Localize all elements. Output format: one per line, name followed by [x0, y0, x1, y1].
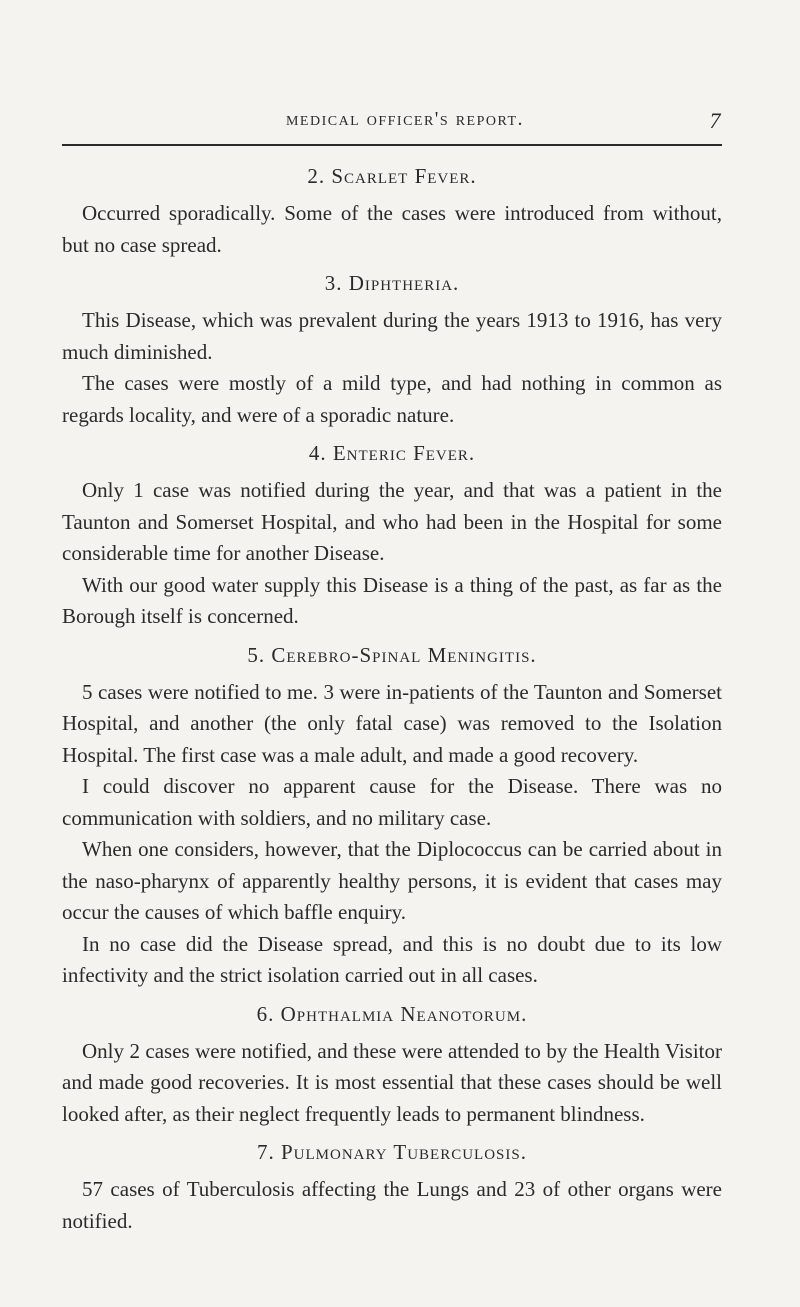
paragraph: With our good water supply this Disease is a thing of the past, as far as the Borough itself is concerned.: [62, 572, 722, 628]
section-heading: 7. Pulmonary Tuberculosis.: [257, 1140, 527, 1164]
section-heading: 4. Enteric Fever.: [308, 441, 476, 465]
paragraph: Only 1 case was notified during the year, and that was a patient in the Taunton and Somerset Hospital, and who had been in the Hospital for some considerable time for another Disease.: [62, 478, 722, 565]
page-number: 7: [709, 108, 722, 133]
paragraph: When one considers, however, that the Diplococcus can be carried about in the naso-pharynx of apparently healthy persons, it is evident that cases may occur the causes of which baffle enquiry.: [62, 837, 722, 924]
section-scarlet-fever: [62, 160, 722, 261]
paragraph: In no case did the Disease spread, and this is no doubt due to its low infectivity and the strict isolation carried out in all cases.: [62, 931, 722, 987]
paragraph: Occurred sporadically. Some of the cases were introduced from without, but no case spread.: [62, 201, 722, 257]
section-heading: 5. Cerebro-Spinal Meningitis.: [247, 642, 537, 667]
section-diphtheria: [62, 267, 722, 431]
section-heading: 2. Scarlet Fever.: [307, 164, 477, 188]
section-cerebro-spinal-meningitis: [62, 639, 722, 992]
section-ophthalmia-neanotorum: [62, 998, 722, 1131]
running-header: [62, 108, 722, 134]
paragraph: The cases were mostly of a mild type, and had nothing in common as regards locality, and were of a sporadic nature.: [62, 371, 722, 427]
header-rule: [62, 144, 722, 146]
paragraph: 57 cases of Tuberculosis affecting the Lungs and 23 of other organs were notified.: [62, 1177, 722, 1233]
paragraph: This Disease, which was prevalent during the years 1913 to 1916, has very much diminished.: [62, 308, 722, 364]
section-pulmonary-tuberculosis: [62, 1136, 722, 1237]
paragraph: I could discover no apparent cause for the Disease. There was no communication with soldiers, and no military case.: [62, 774, 722, 830]
section-heading: 3. Diphtheria.: [324, 271, 460, 295]
report-page: [62, 108, 722, 1237]
section-enteric-fever: [62, 437, 722, 633]
section-heading: 6. Ophthalmia Neanotorum.: [256, 1001, 528, 1026]
paragraph: Only 2 cases were notified, and these were attended to by the Health Visitor and made good recoveries. It is most essential that these cases should be well looked after, as their neglect frequently leads to permanent blindness.: [62, 1038, 722, 1126]
running-title: medical officer's report.: [285, 108, 525, 130]
paragraph: 5 cases were notified to me. 3 were in-patients of the Taunton and Somerset Hospital, and another (the only fatal case) was removed to the Isolation Hospital. The first case was a male adult, and made a good recovery.: [62, 679, 722, 767]
